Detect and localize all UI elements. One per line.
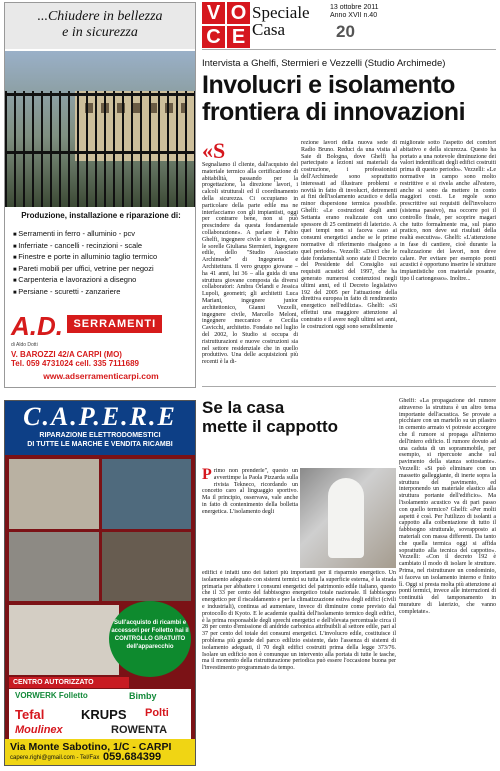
headline-line: mette il cappotto <box>202 417 339 436</box>
capere-brand: C.A.P.E.R.E <box>23 402 177 431</box>
capere-ad[interactable] <box>4 400 196 766</box>
article2-headline <box>202 398 392 436</box>
page-number: 20 <box>336 22 355 41</box>
products-title: Produzione, installazione e riparazione di: <box>21 211 181 220</box>
gate-bar <box>5 93 195 96</box>
product-item: ■ Finestre e porte in alluminio taglio termico <box>13 252 193 264</box>
capere-mail[interactable]: capere.righi@gmail.com - Tel/Fax <box>10 755 100 761</box>
capere-footer <box>5 739 195 765</box>
bimby-logo: Bimby <box>129 691 157 701</box>
vorwerk-logo: VORWERK Folletto <box>15 691 88 700</box>
ad-serramenti-logo <box>11 313 162 339</box>
issue-info <box>330 4 379 20</box>
website-link[interactable]: www.adserramenticarpi.com <box>43 371 159 381</box>
capere-header <box>5 401 195 455</box>
capere-sub: RIPARAZIONE ELETTRODOMESTICI <box>39 432 161 439</box>
insulation-worker-photo <box>300 468 396 568</box>
rowenta-logo: ROWENTA <box>111 724 168 736</box>
divider <box>202 386 496 387</box>
page-header <box>202 2 496 50</box>
gate-photo <box>5 51 195 207</box>
article2-column: Ghelfi: «La propagazione del rumore attraverso la struttura è un altro tema importante dell'acustica. Se provate a picchiare con un martello su un pilastro in cemento armato vi potreste accorgere che il rumore si propaga all'interno dell'intero edificio. Il rumore dovuto ad una caduta di un soprammobile, per esempio, si ripercuote anche sul pavimento della stanza sottostante». Vezzelli: «Si può eliminare con un massetto galleggiante, di inerte sopra la struttura del pavimento, ed interponendo un materiale elastico alla struttura portante dell'edificio». Ma l'isolamento acustico va di pari passo con quello termico? Ghelfi: «Per molti aspetti è così. Per l'utilizzo di isolanti a cappotto alla coibentazione di tutto il fabbisogno strutturale, sovrapposto ai materiali con massa differenti. Da tanto che quella termica oggi si affida soprattutto alla tecnica del cappotto». Vezzelli: «Con il decreto 192 è cambiato il modo di isolare le strutture. Prima, nel ristrutturare un condominio, si faceva un isolamento interno e finito lì. Oggi si presta molta più attenzione ai ponti termici, invece alle interruzioni di continuità del tamponamento in murature di laterizio, che vanno completate». <box>399 398 496 615</box>
editorial-column <box>202 2 496 769</box>
slogan-line: e in sicurezza <box>62 25 138 40</box>
promo-badge: Sull'acquisto di ricambi e accessori per Folletto hai il CONTROLLO GRATUITO dell'apparecchio <box>109 601 191 677</box>
section-line: Speciale <box>252 3 310 22</box>
product-item: ■ Persiane - scuretti - zanzariere <box>13 287 193 299</box>
column-text: rimo non prenderle", questo un avvertimpe la Paola Pizzarda sulla rivista Tekneco, ricordando un concetto caro al linguaggio sportivo. Ma il principio, osservava, vale anche in fatto di contenimento della bolletta energetica. L'isolamento degli <box>202 468 298 515</box>
product-item: ■ Serramenti in ferro - alluminio - pcv <box>13 229 193 241</box>
moulinex-logo: Moulinex <box>15 724 63 736</box>
logo-letter: C <box>202 26 225 48</box>
article-column: rezione lavori della nuova sede di Radio Bruno. Reduci da una visita al Saie di Bologna, dove Ghelfi ha partecipato a lezioni sui materiali da costruzione, i professionisti dell'Archimede sono soprattutto interessati ad illustrare problemi e novità in fatto di involucri, detrementi ai fini dell'isolamento acustico e della minor dispersione termica possibile. Ghelfi: «Le costruzioni degli anni Settanta erano realizzate con uno spessore di 25 centimetri di laterizio. A quei tempi non si faceva caso ai consumi energetici anche se le prime normative di riferimento risalgono a quel periodo». Vezzelli: «Dieci che le date fondamentali sono state il Decreto del Presidente del Consiglio sui requisiti acustici del 1997, che ha generato numerosi contenziosi negli ultimi anni, ed il Decreto legislativo 192 del 2005 per l'attuazione della direttiva europea in fatto di rendimento energetico nell'edilizia». Ghelfi: «Si effettui una maggiore attenzione al contratto e il avere negli ultimi sei anni, le costruzioni oggi sono sensibilmente <box>301 140 397 330</box>
shop-photo <box>9 459 99 529</box>
drop-cap: «S <box>202 140 226 163</box>
fence-ad[interactable] <box>4 2 196 388</box>
capere-sub: DI TUTTE LE MARCHE E VENDITA RICAMBI <box>27 441 173 448</box>
ads-column <box>4 2 196 769</box>
article-body <box>202 140 496 386</box>
gate-bar <box>5 151 195 154</box>
issue-number: Anno XVII n.40 <box>330 12 378 19</box>
headline-line: Se la casa <box>202 398 285 417</box>
ad-address <box>11 341 139 368</box>
addr-small: di Aldo Dotti <box>11 342 38 348</box>
voce-logo <box>202 2 250 48</box>
article-kicker: Intervista a Ghelfi, Stermieri e Vezzelli (Studio Archimede) <box>202 58 446 69</box>
shop-photo <box>9 532 99 602</box>
centro-autorizzato: CENTRO AUTORIZZATO <box>9 677 129 688</box>
shelf-photo <box>9 605 119 675</box>
capere-street: Via Monte Sabotino, 1/C - CARPI <box>10 741 172 753</box>
logo-letter: V <box>202 2 225 24</box>
second-article <box>202 398 496 769</box>
shop-photos <box>9 459 191 601</box>
polti-logo: Polti <box>145 707 169 719</box>
slogan-line: ...Chiudere in bellezza <box>37 9 163 24</box>
tefal-logo: Tefal <box>15 707 45 722</box>
column-text: Segnaliamo il cliente, dall'acquisto del materiale termico alla certificazione di abitabilità, passando per la progettazione, la direzione lavori, i calcoli strutturali ed il coordinamento della sicurezza. Ci occupiamo in particolare della parte edile ma ne interfacciamo con gli impiantisti, oggi per contrarre bene, non si può prescindere da questa fondamentale collaborazione». A parlare è Fabio Ghelfi, ingegnere civile e titolare, con le sorelle Giuliana Stermieri, ingegnere edile, dello "Studio Associato Archimede" di Ingegneria e Architettura. Il vero gruppo giovane – ha 41 anni, lui 36 – alla guida di una struttura giovane composta da diversi collaboratori: Ambra Orlandi e Jessica Lupoli, geometri; gli architetti Luca Mariani, ingegnere junior architettonico, Gianni Vezzelli, ingegnere civile, Marcello Meloni, ingegnere meccanico e Cecilia Cavicchi, architetto. Fondato nel luglio del 2002, lo Studio si occupa di ristrutturazioni e nuove costruzioni sia nel settore residenziale che in quello produttivo. Una delle acquisizioni più recenti è la di- <box>202 162 298 366</box>
issue-date: 13 ottobre 2011 <box>330 4 379 11</box>
shop-photo <box>102 459 192 529</box>
article-column: migliorate sotto l'aspetto del comfort abitativo e della sicurezza. Questo ha portato a una notevole diminuzione dei valori indentificati degli edifici costruiti prima di questo periodo». Vezzelli: «Le normative in campo sono molto restrittive e si rivela anche all'estero, anche si sono da mettere in conto maggiori costi. Le regole sono prescrittive sui requisiti dell'involucro (sistema passivo), ma occorre poi il controllo finale, per scoprire magari che tutto formalmente ma, sul piano pratico, non deve sui risultati della realtà esecutiva». Ghelfi: «L'attenzione in fase di cantiere, cioè durante la realizzazione dei lavori, non deve calare. Per evitare per esempio ponti acustici è opportuno inserire le strutture impiantistiche con materiale posante, tipo il cartongesso». Inoltre... <box>400 140 496 282</box>
logo-sub: SERRAMENTI <box>67 315 162 333</box>
krups-logo: KRUPS <box>81 707 127 722</box>
products-list <box>13 229 193 298</box>
logo-letter: E <box>227 26 250 48</box>
logo-letter: O <box>227 2 250 24</box>
logo-main: A.D. <box>11 311 63 341</box>
brand-logos <box>9 689 191 739</box>
iron-gate-image <box>5 91 195 207</box>
product-item: ■ Carpenteria e lavorazioni a disegno <box>13 275 193 287</box>
street-address: V. BAROZZI 42/A CARPI (MO) <box>11 350 122 359</box>
article-headline: Involucri e isolamento frontiera di innovazioni <box>202 71 466 126</box>
article2-column: edifici è infatti uno dei fattori più importanti per il risparmio energetico. Un isolamento adeguato con sistemi termici su tutta la superficie esterna, è la strada primaria per abbattere i consumi energetici del patrimonio edile italiano, questo che il 33 per cento del fabbisogno energetico totale nazionale. Il fabbisogno energetico per il riscaldamento e per la climatizzazione estiva degli edifici (civili e industriali), continua ad aumentare, invece di diminuire come previsto dal protocollo di Kyoto. E le academie qualità dell'isolamento termico degli edifici, è la prima responsabile degli sprechi energetici e dell'elevata percentuale circa il 28 per cento d'emissione di anidride carbonica attribuibili al settore edile, pari al 37 per cento del totale dei consumi energetici. L'involucro edile, costituisce il problema più grande del parco edilizio esistente, dato l'assenza di sistemi di isolamento adeguati, il 70 degli edifici costruiti prima della legge 373/76. Isolare un edificio non è comunque un intervento alla portata di tutte le tasche, ma il momento della ristrutturazione periodica può essere l'occasione buona per l'investimento programmato da tempo. <box>202 570 396 672</box>
ad-slogan <box>5 3 195 49</box>
shop-photo <box>102 532 192 602</box>
article-column <box>202 140 298 386</box>
phone-numbers: Tel. 059 4731024 cell. 335 7111689 <box>11 359 139 368</box>
product-item: ■ Pareti mobili per uffici, vetrine per negozi <box>13 264 193 276</box>
capere-phone: 059.684399 <box>103 751 162 763</box>
product-item: ■ Inferriate - cancelli - recinzioni - scale <box>13 241 193 253</box>
drop-cap: P <box>202 468 212 483</box>
article2-column <box>202 468 298 568</box>
section-title <box>252 4 310 38</box>
section-line: Casa <box>252 20 286 39</box>
